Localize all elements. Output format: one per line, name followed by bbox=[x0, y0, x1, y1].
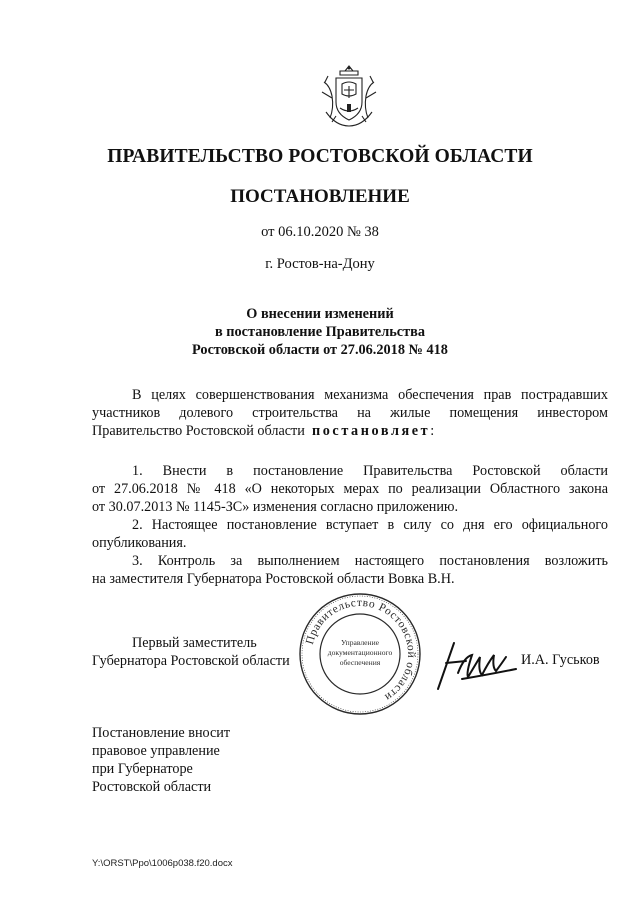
item-line: на заместителя Губернатора Ростовской области Вовка В.Н. bbox=[92, 571, 455, 587]
item-line: 2. Настоящее постановление вступает в силу со дня его официального bbox=[132, 517, 608, 533]
handwritten-signature-icon bbox=[432, 633, 522, 693]
paragraph-line: участников долевого строительства на жилые помещения инвестором bbox=[92, 405, 608, 421]
document-title-line: в постановление Правительства bbox=[214, 324, 426, 340]
preamble-text: Правительство Ростовской области bbox=[92, 423, 305, 439]
signer-name: И.А. Гуськов bbox=[521, 652, 600, 668]
stamp-center-text: Управление bbox=[340, 638, 380, 647]
preamble-paragraph bbox=[92, 386, 608, 440]
item-line: от 27.06.2018 № 418 «О некоторых мерах по реализации Областного закона bbox=[92, 481, 608, 497]
note-line: Постановление вносит bbox=[92, 725, 231, 741]
paragraph-line bbox=[92, 422, 608, 440]
note-line: правовое управление bbox=[92, 743, 220, 759]
document-date-number: от 06.10.2020 № 38 bbox=[261, 224, 379, 240]
signatory-position bbox=[92, 634, 290, 670]
coat-of-arms-icon bbox=[318, 62, 380, 132]
paragraph-line: В целях совершенствования механизма обеспечения прав пострадавших bbox=[132, 387, 608, 403]
position-line: Губернатора Ростовской области bbox=[92, 653, 290, 669]
document-city: г. Ростов-на-Дону bbox=[265, 256, 375, 272]
stamp-center-text: документационного bbox=[327, 648, 393, 657]
submitter-note bbox=[92, 724, 230, 796]
item-line: 1. Внести в постановление Правительства Ростовской области bbox=[132, 463, 608, 479]
decree-items bbox=[92, 462, 608, 588]
document-type: ПОСТАНОВЛЕНИЕ bbox=[230, 186, 410, 207]
stamp-ring-text: Правительство Ростовской области bbox=[303, 596, 418, 704]
position-line: Первый заместитель bbox=[132, 635, 257, 651]
preamble-colon: : bbox=[430, 423, 435, 439]
document-title-line: Ростовской области от 27.06.2018 № 418 bbox=[192, 342, 448, 358]
decree-word: постановляет bbox=[311, 423, 431, 439]
note-line: при Губернаторе bbox=[92, 761, 193, 777]
file-path-footer: Y:\ORST\Ppo\1006p038.f20.docx bbox=[92, 858, 233, 869]
item-line: опубликования. bbox=[92, 535, 187, 551]
official-stamp-icon bbox=[298, 592, 422, 716]
stamp-center-text: обеспечения bbox=[339, 658, 381, 667]
document-title-line: О внесении изменений bbox=[246, 306, 394, 322]
item-line: 3. Контроль за выполнением настоящего постановления возложить bbox=[132, 553, 608, 569]
note-line: Ростовской области bbox=[92, 779, 212, 795]
item-line: от 30.07.2013 № 1145-ЗС» изменения согласно приложению. bbox=[92, 499, 459, 515]
government-name: ПРАВИТЕЛЬСТВО РОСТОВСКОЙ ОБЛАСТИ bbox=[107, 146, 533, 167]
